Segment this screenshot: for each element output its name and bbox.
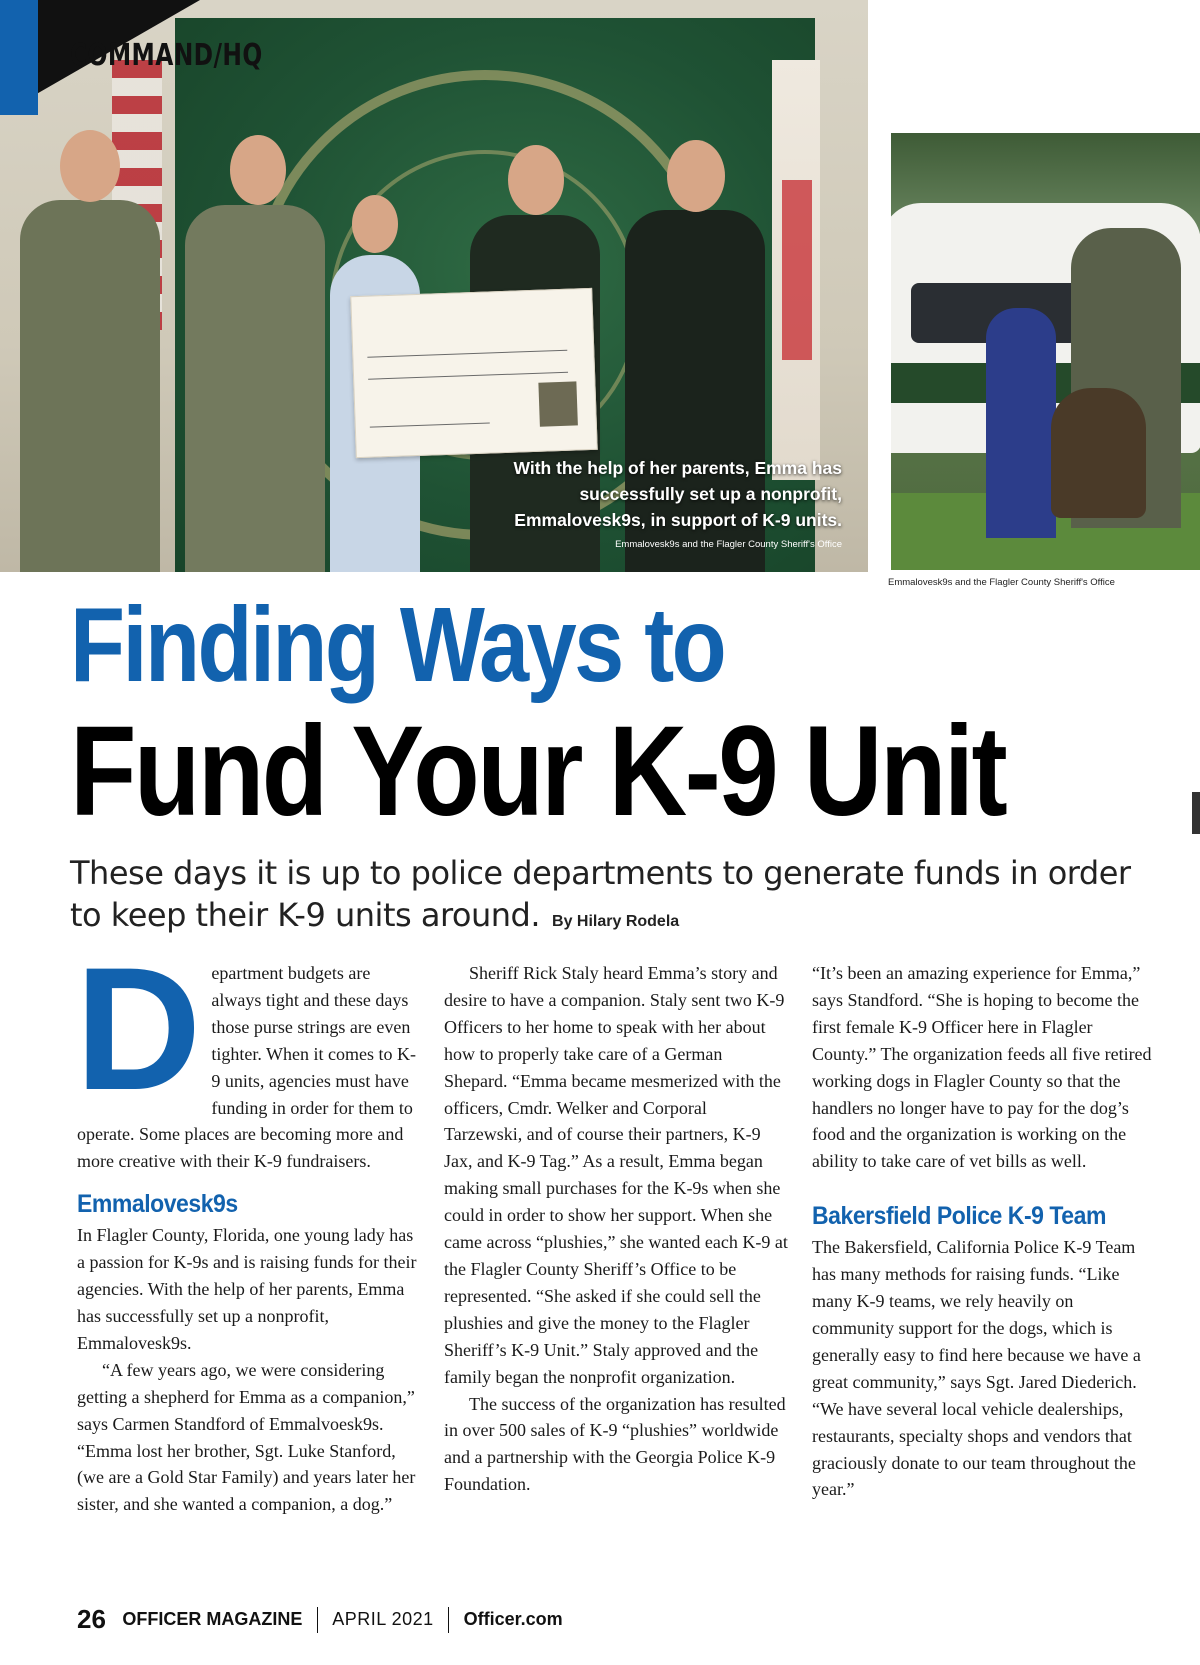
drop-cap: D: [75, 932, 202, 1127]
article-column-3: [812, 960, 1157, 1503]
magazine-name: OFFICER MAGAZINE: [122, 1609, 303, 1629]
secondary-photo-credit: Emmalovesk9s and the Flagler County Sheriff's Office: [888, 577, 1115, 588]
page-number: 26: [77, 1604, 106, 1634]
section-label: COMMAND/HQ: [70, 38, 263, 73]
article-column-2: [444, 960, 789, 1498]
article-deck: [70, 852, 1160, 943]
paragraph-success: The success of the organization has resulted in over 500 sales of K-9 “plushies” worldwide and a partnership with the Georgia Police K-9 Foundation.: [444, 1393, 786, 1495]
subhead-bakersfield: Bakersfield Police K-9 Team: [812, 1202, 1106, 1231]
paragraph-bakersfield: The Bakersfield, California Police K-9 Team has many methods for raising funds. “Like many K-9 teams, we rely heavily on community support for the dogs, which is generally easy to find here because we have a great community,” says Sgt. Jared Diederich. “We have several local vehicle dealerships, restaurants, specialty shops and vendors that graciously donate to our team throughout the year.”: [812, 1237, 1141, 1500]
paragraph-flagler: In Flagler County, Florida, one young lady has a passion for K-9s and is raising funds for their agencies. With the help of her parents, Emma has successfully set up a nonprofit, Emmalovesk9s.: [77, 1225, 417, 1353]
paragraph-amazing-experience: “It’s been an amazing experience for Emma,” says Standford. “She is hoping to become the first female K-9 Officer here in Flagler County.” The organization feeds all five retired working dogs in Flagler County so that the handlers no longer have to pay for the dog’s food and the organization is working on the ability to take care of vet bills as well.: [812, 963, 1152, 1172]
issue-date: APRIL 2021: [332, 1609, 434, 1629]
paragraph-intro: [75, 932, 422, 1175]
footer-divider: [448, 1607, 449, 1633]
girl-with-plushie: [986, 308, 1056, 538]
byline: By Hilary Rodela: [552, 913, 680, 930]
website-link[interactable]: Officer.com: [463, 1609, 563, 1629]
main-photo-credit: Emmalovesk9s and the Flagler County Sheriff's Office: [615, 539, 842, 550]
page-edge-marker: [1192, 792, 1200, 834]
officer-figure-2: [185, 205, 325, 572]
deck-text: These days it is up to police departments to generate funds in order to keep their K-9 units around.: [70, 854, 1131, 934]
secondary-photo: [891, 133, 1200, 570]
k9-dog: [1051, 388, 1146, 518]
section-corner-blue: [0, 0, 38, 115]
paragraph-intro-text: epartment budgets are always tight and these days those purse strings are even tighter. When it comes to K-9 units, agencies must have funding in order for them to operate. Some places are becoming more and more creative with their K-9 fundraisers.: [77, 963, 417, 1172]
headline-line-1: Finding Ways to: [70, 586, 725, 704]
florida-flag: [772, 60, 820, 480]
page-footer: [77, 1604, 563, 1635]
subhead-emmalovesk9s: Emmalovesk9s: [77, 1190, 238, 1219]
footer-divider: [317, 1607, 318, 1633]
paragraph-sheriff-staly: Sheriff Rick Staly heard Emma’s story and desire to have a companion. Staly sent two K-9 Officers to her home to speak with her about how to properly take care of a German Shepard. “Emma became mesmerized with the officers, Cmdr. Welker and Corporal Tarzewski, and of course their partners, K-9 Jax, and K-9 Tag.” As a result, Emma began making small purchases for the K-9s when she could in order to show her support. When she came across “plushies,” she wanted each K-9 at the Flagler County Sheriff’s Office to be represented. “She asked if she could sell the plushies and give the money to the Flagler Sheriff’s K-9 Unit.” Staly approved and the family began the nonprofit organization.: [444, 963, 788, 1387]
oversized-donation-check: [350, 288, 598, 458]
paragraph-standford-quote: “A few years ago, we were considering getting a shepherd for Emma as a companion,” says Carmen Standford of Emmalvoesk9s. “Emma lost her brother, Sgt. Luke Stanford, (we are a Gold Star Family) and years later her sister, and she wanted a companion, a dog.”: [77, 1359, 416, 1515]
headline-line-2: Fund Your K-9 Unit: [70, 700, 1006, 843]
officer-figure-1: [20, 200, 160, 572]
main-photo-caption: With the help of her parents, Emma has successfully set up a nonprofit, Emmalovesk9s, in support of K-9 units.: [513, 458, 842, 530]
article-column-1: [75, 932, 422, 1518]
